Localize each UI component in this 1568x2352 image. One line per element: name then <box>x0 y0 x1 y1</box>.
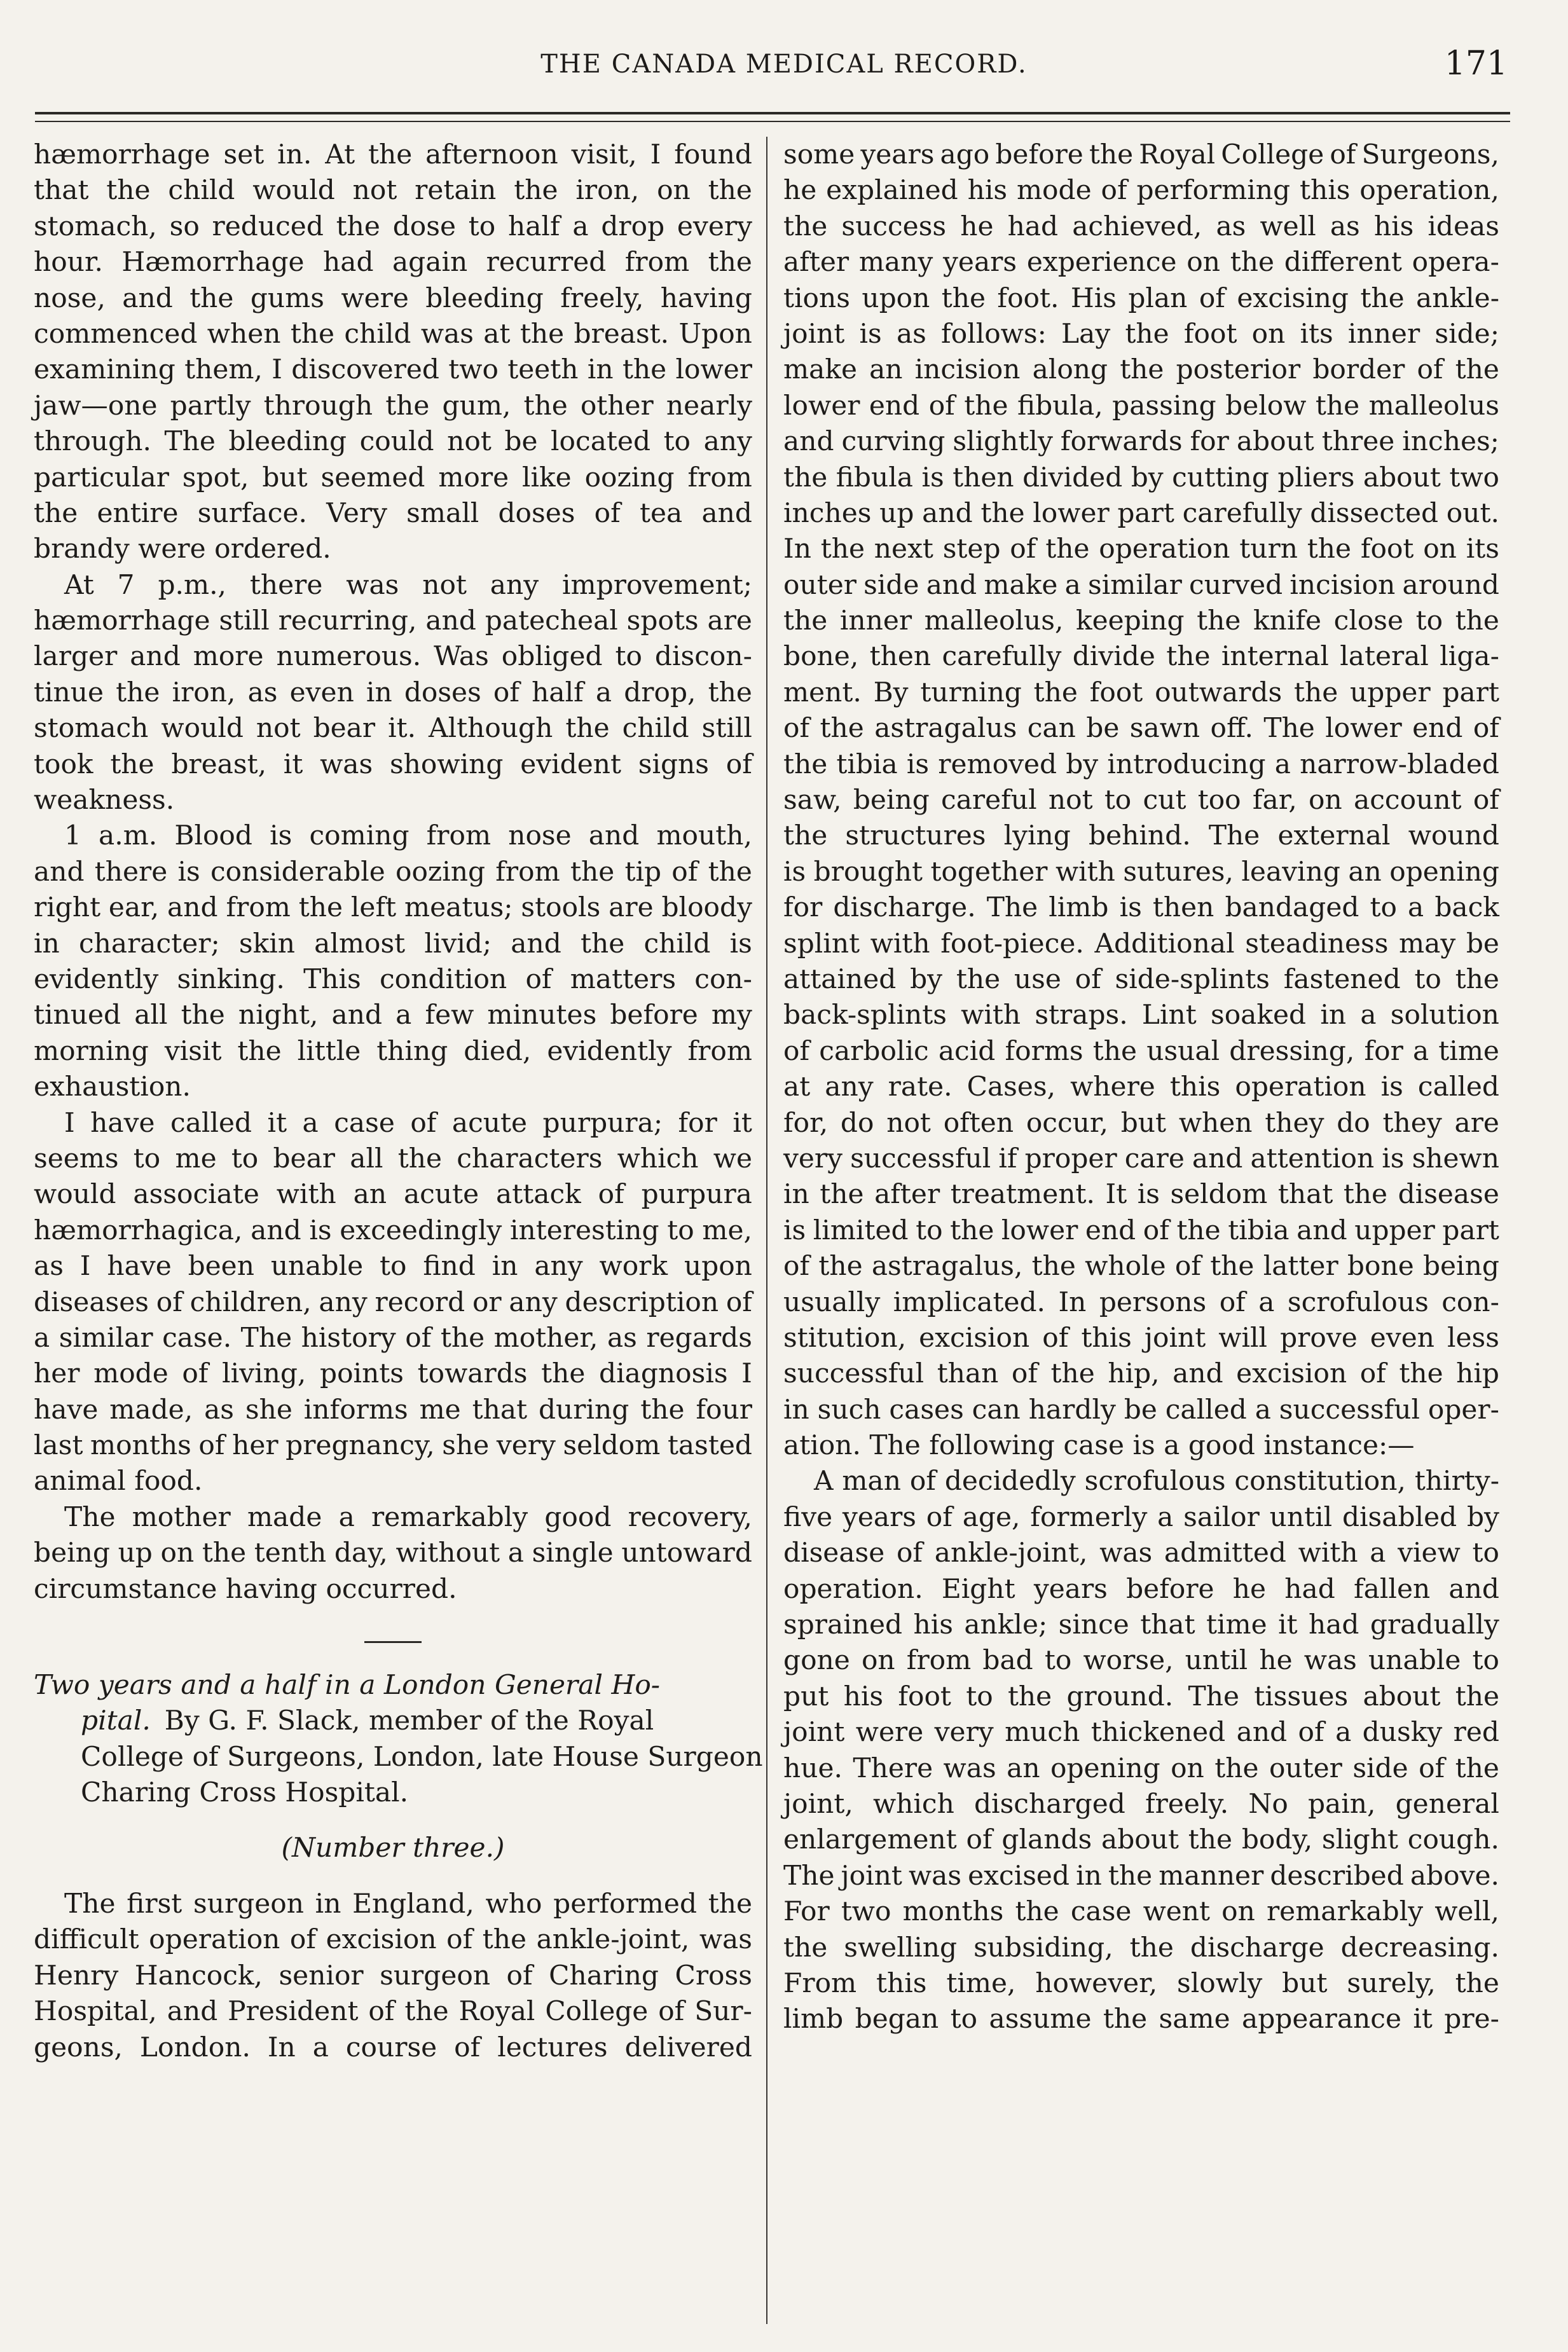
text-line: her mode of living, points towards the diagnosis I <box>34 1358 752 1389</box>
text-line: For two months the case went on remarkably well, <box>783 1895 1499 1927</box>
article-number: (Number three.) <box>281 1831 505 1863</box>
text-line: evidently sinking. This condition of matters con- <box>34 963 752 994</box>
text-line: ment. By turning the foot outwards the upper part <box>783 676 1499 708</box>
text-line: successful than of the hip, and excision of the hip <box>783 1358 1499 1389</box>
article-byline-line-2 <box>34 1739 763 1775</box>
article-heading <box>34 1667 763 1866</box>
left-column-tail <box>34 1886 752 2065</box>
journal-title: THE CANADA MEDICAL RECORD. <box>540 50 1028 79</box>
text-line: after many years experience on the different opera- <box>783 246 1499 278</box>
text-line: for, do not often occur, but when they do they are <box>783 1106 1499 1138</box>
text-line: geons, London. In a course of lectures delivered <box>34 2031 752 2063</box>
text-line: The first surgeon in England, who performed the <box>64 1887 752 1919</box>
text-line: make an incision along the posterior border of the <box>783 354 1499 385</box>
text-line: and curving slightly forwards for about three inches; <box>783 425 1499 457</box>
text-line: the tibia is removed by introducing a narrow-bladed <box>783 748 1499 780</box>
text-line: bone, then carefully divide the internal lateral liga- <box>783 640 1499 672</box>
text-line: the fibula is then divided by cutting pliers about two <box>783 461 1499 493</box>
text-line: hæmorrhage set in. At the afternoon visit, I found <box>34 139 752 170</box>
text-line: that the child would not retain the iron, on the <box>34 174 752 206</box>
text-line: At 7 p.m., there was not any improvement; <box>64 568 752 600</box>
text-line: examining them, I discovered two teeth in the lower <box>34 354 752 385</box>
text-line: the inner malleolus, keeping the knife close to the <box>783 605 1499 636</box>
text-line: The joint was excised in the manner described above. <box>783 1859 1499 1891</box>
text-line: last months of her pregnancy, she very seldom tasted <box>34 1429 752 1461</box>
right-column <box>783 137 1499 2037</box>
text-line: outer side and make a similar curved incision around <box>783 568 1499 600</box>
article-title-1: Two years and a half in a London General Ho- <box>34 1669 661 1701</box>
text-line: usually implicated. In persons of a scrofulous con- <box>783 1286 1499 1317</box>
text-line: of carbolic acid forms the usual dressing, for a time <box>783 1035 1499 1066</box>
text-line: at any rate. Cases, where this operation is called <box>783 1071 1499 1103</box>
text-line: seems to me to bear all the characters which we <box>34 1142 752 1174</box>
text-line: in character; skin almost livid; and the child is <box>34 927 752 959</box>
text-line: ation. The following case is a good instance:— <box>783 1429 1415 1461</box>
text-line: the swelling subsiding, the discharge decreasing. <box>783 1931 1499 1963</box>
text-line: of the astragalus can be sawn off. The lower end of <box>783 712 1499 744</box>
text-line: splint with foot-piece. Additional steadiness may be <box>783 927 1499 959</box>
text-line: some years ago before the Royal College of Surgeons, <box>783 139 1499 170</box>
text-line: 1 a.m. Blood is coming from nose and mouth, <box>64 820 752 851</box>
text-line: weakness. <box>34 784 175 816</box>
text-line: diseases of children, any record or any description of <box>34 1286 752 1317</box>
text-line: a similar case. The history of the mother, as regards <box>34 1321 752 1353</box>
article-number-line <box>34 1830 752 1866</box>
article-title-line-2 <box>34 1703 752 1738</box>
text-line: tions upon the foot. His plan of excising the ankle- <box>783 282 1499 313</box>
article-byline-1: By G. F. Slack, member of the Royal <box>164 1705 654 1736</box>
article-byline-2: College of Surgeons, London, late House Surgeon <box>81 1740 763 1772</box>
text-line: animal food. <box>34 1465 203 1497</box>
text-line: gone on from bad to worse, until he was unable to <box>783 1644 1499 1676</box>
text-line: In the next step of the operation turn the foot on its <box>783 533 1499 565</box>
page-number: 171 <box>1444 45 1508 83</box>
text-line: sprained his ankle; since that time it had gradually <box>783 1609 1499 1640</box>
text-line: morning visit the little thing died, evidently from <box>34 1035 752 1066</box>
text-line: particular spot, but seemed more like oozing from <box>34 461 752 493</box>
text-line: disease of ankle-joint, was admitted with a view to <box>783 1537 1499 1569</box>
article-byline-3: Charing Cross Hospital. <box>81 1777 409 1808</box>
text-line: joint, which discharged freely. No pain, general <box>783 1787 1499 1819</box>
text-line: took the breast, it was showing evident signs of <box>34 748 752 780</box>
text-line: I have called it a case of acute purpura; for it <box>64 1106 752 1138</box>
text-line: circumstance having occurred. <box>34 1572 457 1604</box>
text-line: saw, being careful not to cut too far, on account of <box>783 784 1499 816</box>
text-line: joint were very much thickened and of a dusky red <box>783 1716 1499 1748</box>
text-line: is limited to the lower end of the tibia and upper part <box>783 1214 1499 1246</box>
text-line: tinue the iron, as even in doses of half a drop, the <box>34 676 752 708</box>
header-rule <box>35 112 1510 114</box>
text-line: The mother made a remarkably good recovery, <box>64 1501 752 1532</box>
section-separator <box>364 1641 422 1643</box>
text-line: Hospital, and President of the Royal College of Sur- <box>34 1995 752 2027</box>
text-line: right ear, and from the left meatus; stools are bloody <box>34 891 752 923</box>
left-column-text <box>34 137 752 1607</box>
text-line: enlargement of glands about the body, slight cough. <box>783 1824 1499 1855</box>
text-line: put his foot to the ground. The tissues about the <box>783 1680 1499 1712</box>
article-byline-line-3 <box>34 1775 752 1810</box>
text-line: back-splints with straps. Lint soaked in a solution <box>783 999 1499 1031</box>
header-rule-thin <box>35 121 1510 122</box>
text-line: lower end of the fibula, passing below the malleolus <box>783 389 1499 421</box>
text-line: operation. Eight years before he had fallen and <box>783 1572 1499 1604</box>
left-column <box>34 137 763 2065</box>
text-line: very successful if proper care and attention is shewn <box>783 1142 1499 1174</box>
text-line: for discharge. The limb is then bandaged to a back <box>783 891 1499 923</box>
text-line: A man of decidedly scrofulous constitution, thirty- <box>814 1465 1499 1497</box>
text-line: through. The bleeding could not be located to any <box>34 425 752 457</box>
text-line: in the after treatment. It is seldom that the disease <box>783 1178 1499 1210</box>
running-header <box>0 45 1568 95</box>
text-line: hæmorrhagica, and is exceedingly interesting to me, <box>34 1214 752 1246</box>
text-line: would associate with an acute attack of purpura <box>34 1178 752 1210</box>
text-line: inches up and the lower part carefully dissected out. <box>783 497 1499 528</box>
text-line: hour. Hæmorrhage had again recurred from the <box>34 246 752 278</box>
text-line: the structures lying behind. The external wound <box>783 820 1499 851</box>
text-line: being up on the tenth day, without a single untoward <box>34 1537 752 1569</box>
text-line: the success he had achieved, as well as his ideas <box>783 210 1499 242</box>
text-line: exhaustion. <box>34 1071 191 1103</box>
text-line: Henry Hancock, senior surgeon of Charing Cross <box>34 1959 752 1991</box>
text-line: hæmorrhage still recurring, and patecheal spots are <box>34 605 752 636</box>
text-line: and there is considerable oozing from the tip of the <box>34 855 752 887</box>
text-line: commenced when the child was at the breast. Upon <box>34 317 752 349</box>
column-divider <box>766 137 767 2324</box>
text-line: five years of age, formerly a sailor until disabled by <box>783 1501 1499 1532</box>
text-line: the entire surface. Very small doses of tea and <box>34 497 752 528</box>
article-title-2: pital. <box>81 1705 151 1736</box>
text-line: tinued all the night, and a few minutes before my <box>34 999 752 1031</box>
text-line: stomach would not bear it. Although the child still <box>34 712 752 744</box>
text-line: From this time, however, slowly but surely, the <box>783 1967 1499 1998</box>
text-line: stomach, so reduced the dose to half a drop every <box>34 210 752 242</box>
right-column-text <box>783 137 1499 2037</box>
text-line: attained by the use of side-splints fastened to the <box>783 963 1499 994</box>
article-title-line-1 <box>34 1667 752 1703</box>
text-line: joint is as follows: Lay the foot on its inner side; <box>783 317 1499 349</box>
text-line: larger and more numerous. Was obliged to discon- <box>34 640 752 672</box>
text-line: have made, as she informs me that during the four <box>34 1393 752 1425</box>
text-line: is brought together with sutures, leaving an opening <box>783 855 1499 887</box>
text-line: stitution, excision of this joint will prove even less <box>783 1321 1499 1353</box>
text-line: he explained his mode of performing this operation, <box>783 174 1499 206</box>
text-line: jaw—one partly through the gum, the other nearly <box>34 389 752 421</box>
text-line: in such cases can hardly be called a successful oper- <box>783 1393 1499 1425</box>
text-line: difficult operation of excision of the ankle-joint, was <box>34 1923 752 1955</box>
text-line: as I have been unable to find in any work upon <box>34 1250 752 1282</box>
text-line: limb began to assume the same appearance it pre- <box>783 2003 1499 2035</box>
text-line: of the astragalus, the whole of the latter bone being <box>783 1250 1499 1282</box>
text-line: hue. There was an opening on the outer side of the <box>783 1752 1499 1784</box>
text-line: brandy were ordered. <box>34 533 331 565</box>
text-line: nose, and the gums were bleeding freely, having <box>34 282 752 313</box>
